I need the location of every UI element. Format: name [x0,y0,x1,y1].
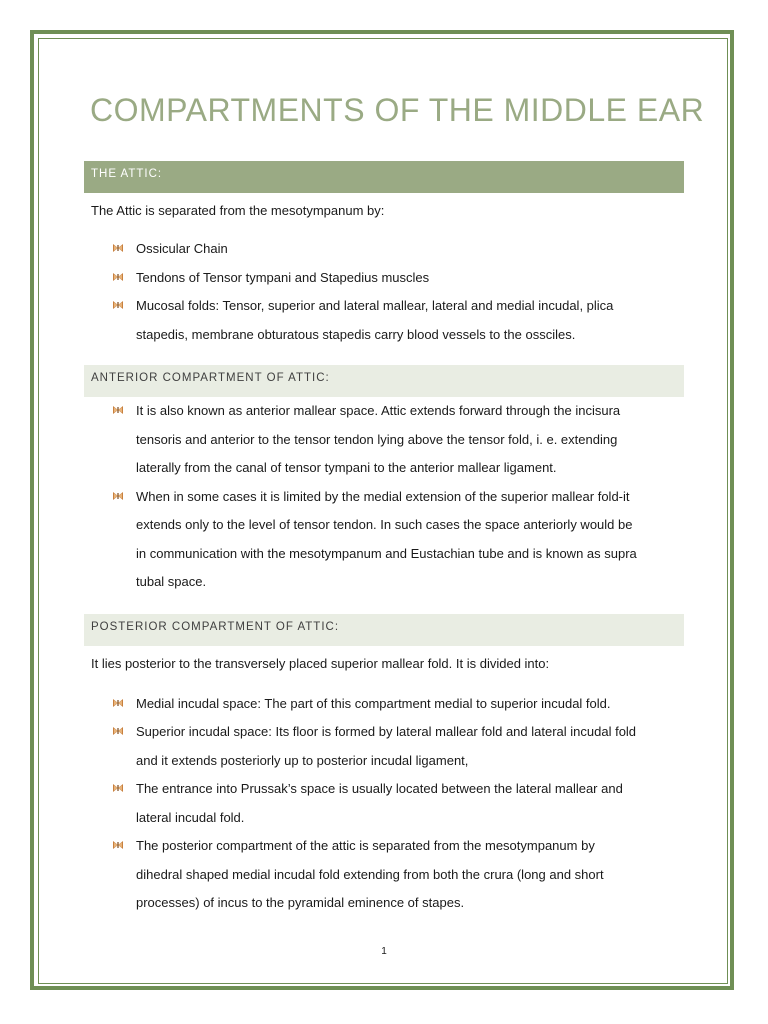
posterior-intro: It lies posterior to the transversely placed superior mallear fold. It is divided into: [91,655,550,671]
bullet-line: Tendons of Tensor tympani and Stapedius muscles [136,269,430,285]
bullet-line: The entrance into Prussak’s space is usually located between the lateral mallear and [136,781,623,796]
bullet-line: dihedral shaped medial incudal fold extending from both the crura (long and short [136,866,604,882]
bullet-line: tubal space. [136,574,207,589]
butterfly-bullet-icon [112,783,124,793]
bullet-item [84,235,684,264]
document-body [84,161,684,918]
page-number: 1 [381,946,387,957]
bullet-item [84,483,684,597]
bullet-line: It is also known as anterior mallear space. Attic extends forward through the incisura [136,403,621,418]
posterior-bullet-list [84,690,684,918]
bullet-line: Mucosal folds: Tensor, superior and lateral mallear, lateral and medial incudal, plica [136,298,614,313]
butterfly-bullet-icon [112,300,124,310]
butterfly-bullet-icon [112,698,124,708]
butterfly-bullet-icon [112,272,124,282]
bullet-line: The posterior compartment of the attic is separated from the mesotympanum by [136,838,595,853]
attic-intro: The Attic is separated from the mesotympanum by: [91,203,385,218]
butterfly-bullet-icon [112,405,124,415]
bullet-line: and it extends posteriorly up to posterior incudal ligament, [136,752,469,768]
bullet-item [84,292,684,349]
section-heading-attic: THE ATTIC: [84,161,684,193]
butterfly-bullet-icon [112,491,124,501]
bullet-line: processes) of incus to the pyramidal eminence of stapes. [136,895,465,910]
bullet-line: laterally from the canal of tensor tympani to the anterior mallear ligament. [136,460,557,475]
bullet-line: stapedis, membrane obturatous stapedis carry blood vessels to the ossciles. [136,326,576,342]
section-heading-posterior: POSTERIOR COMPARTMENT OF ATTIC: [84,614,684,646]
bullet-item [84,775,684,832]
bullet-item [84,397,684,483]
page-title: COMPARTMENTS OF THE MIDDLE EAR [90,92,705,128]
bullet-line: tensoris and anterior to the tensor tendon lying above the tensor fold, i. e. extending [136,431,618,447]
bullet-item [84,718,684,775]
bullet-item [84,832,684,918]
bullet-line: Ossicular Chain [136,241,228,256]
butterfly-bullet-icon [112,726,124,736]
bullet-line: Medial incudal space: The part of this compartment medial to superior incudal fold. [136,695,611,711]
bullet-line: lateral incudal fold. [136,809,245,825]
bullet-item [84,264,684,293]
bullet-line: extends only to the level of tensor tendon. In such cases the space anteriorly would be [136,517,633,532]
attic-bullet-list [84,235,684,349]
bullet-line: Superior incudal space: Its floor is formed by lateral mallear fold and lateral incudal fold [136,724,637,739]
butterfly-bullet-icon [112,840,124,850]
section-heading-anterior: ANTERIOR COMPARTMENT OF ATTIC: [84,365,684,397]
anterior-bullet-list [84,397,684,597]
bullet-line: When in some cases it is limited by the medial extension of the superior mallear fold-it [136,488,630,504]
bullet-line: in communication with the mesotympanum and Eustachian tube and is known as supra [136,545,637,561]
bullet-item [84,690,684,719]
butterfly-bullet-icon [112,243,124,253]
